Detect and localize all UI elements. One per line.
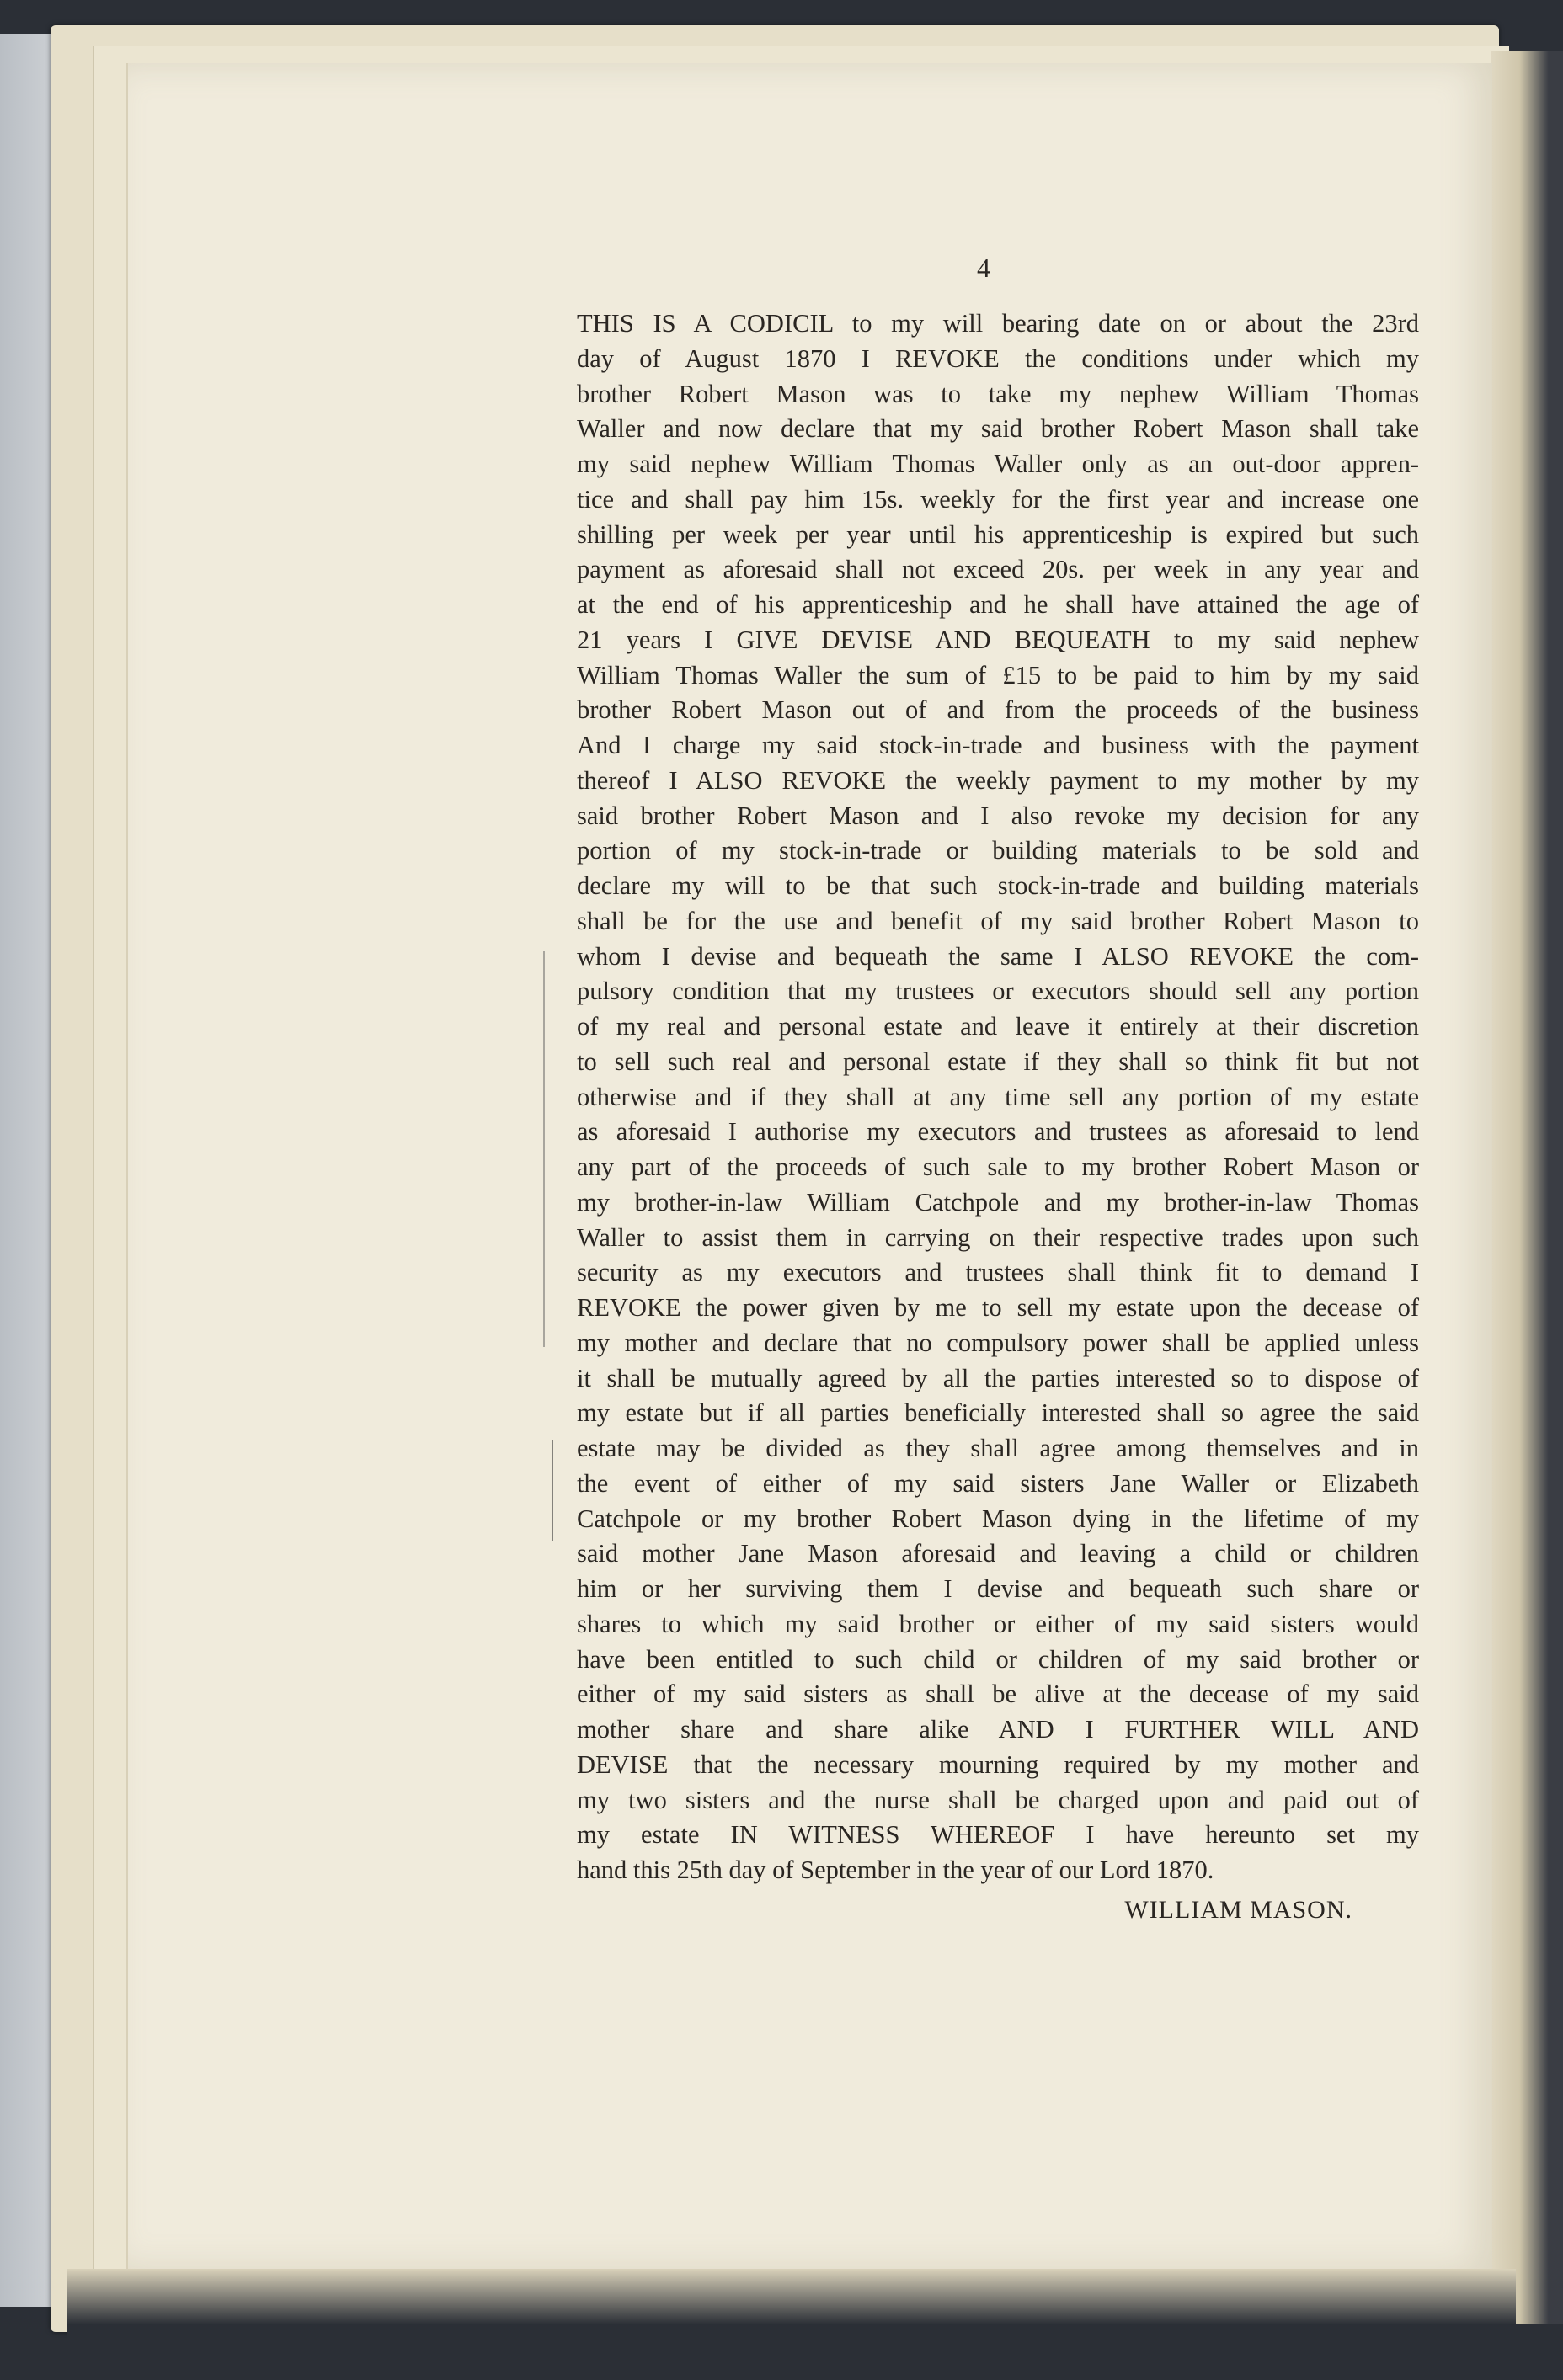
page-number: 4 — [977, 253, 990, 283]
text-line: said mother Jane Mason aforesaid and leaving a child or children — [577, 1539, 1419, 1568]
text-line: to sell such real and personal estate if they shall so think fit but not — [577, 1046, 1419, 1076]
text-line: any part of the proceeds of such sale to my brother Robert Mason or — [577, 1153, 1419, 1181]
text-line: shares to which my said brother or either of my said sisters would — [577, 1609, 1419, 1638]
text-line: day of August 1870 I REVOKE the conditions under which my — [577, 343, 1419, 373]
text-line: shilling per week per year until his apprenticeship is expired but such — [577, 519, 1419, 549]
text-line: Catchpole or my brother Robert Mason dying in the lifetime of my — [577, 1504, 1419, 1533]
text-line: Waller to assist them in carrying on their respective trades upon such — [577, 1222, 1419, 1252]
text-line: portion of my stock-in-trade or building materials to be sold and — [577, 836, 1419, 865]
margin-pencil-mark — [543, 951, 545, 1347]
text-line: THIS IS A CODICIL to my will bearing date on or about the 23rd — [577, 309, 1419, 338]
text-line: Waller and now declare that my said brother Robert Mason shall take — [577, 414, 1419, 444]
text-line: either of my said sisters as shall be alive at the decease of my said — [577, 1680, 1419, 1709]
text-line: my estate but if all parties beneficially interested shall so agree the said — [577, 1398, 1419, 1428]
text-line: declare my will to be that such stock-in-trade and building materials — [577, 871, 1419, 900]
text-line: payment as aforesaid shall not exceed 20s. per week in any year and — [577, 555, 1419, 584]
text-line: mother share and share alike AND I FURTHER WILL AND — [577, 1715, 1419, 1744]
text-line: thereof I ALSO REVOKE the weekly payment to my mother by my — [577, 765, 1419, 795]
text-line: And I charge my said stock-in-trade and business with the payment — [577, 731, 1419, 759]
text-line: brother Robert Mason out of and from the proceeds of the business — [577, 695, 1419, 725]
text-line: brother Robert Mason was to take my nephew William Thomas — [577, 379, 1419, 408]
text-line: 21 years I GIVE DEVISE AND BEQUEATH to my said nephew — [577, 625, 1419, 654]
text-line: William Thomas Waller the sum of £15 to be paid to him by my said — [577, 660, 1419, 690]
page-stack-bottom — [67, 2269, 1516, 2380]
codicil-text — [577, 306, 1419, 1888]
text-line: my said nephew William Thomas Waller only as an out-door appren- — [577, 450, 1419, 478]
text-line: security as my executors and trustees shall think fit to demand I — [577, 1258, 1419, 1287]
text-line: the event of either of my said sisters Jane Waller or Elizabeth — [577, 1468, 1419, 1498]
text-line: hand this 25th day of September in the year of our Lord 1870. — [577, 1856, 1214, 1884]
margin-pencil-mark — [552, 1440, 553, 1541]
text-line: said brother Robert Mason and I also revoke my decision for any — [577, 801, 1419, 830]
text-line: it shall be mutually agreed by all the parties interested so to dispose of — [577, 1363, 1419, 1392]
text-line: as aforesaid I authorise my executors and trustees as aforesaid to lend — [577, 1117, 1419, 1147]
signature: WILLIAM MASON. — [1124, 1896, 1352, 1924]
text-line: at the end of his apprenticeship and he shall have attained the age of — [577, 590, 1419, 619]
text-line: shall be for the use and benefit of my said brother Robert Mason to — [577, 906, 1419, 935]
text-line: otherwise and if they shall at any time sell any portion of my estate — [577, 1082, 1419, 1111]
text-line: my two sisters and the nurse shall be charged upon and paid out of — [577, 1785, 1419, 1814]
text-line: pulsory condition that my trustees or executors should sell any portion — [577, 977, 1419, 1006]
text-line: of my real and personal estate and leave it entirely at their discretion — [577, 1012, 1419, 1041]
text-line: tice and shall pay him 15s. weekly for the first year and increase one — [577, 484, 1419, 514]
text-line: my brother-in-law William Catchpole and my brother-in-law Thomas — [577, 1187, 1419, 1217]
page-stack-edge — [1491, 51, 1563, 2324]
text-line: whom I devise and bequeath the same I ALSO REVOKE the com- — [577, 941, 1419, 971]
text-line: REVOKE the power given by me to sell my estate upon the decease of — [577, 1293, 1419, 1322]
text-line: DEVISE that the necessary mourning required by my mother and — [577, 1749, 1419, 1779]
text-line: my mother and declare that no compulsory power shall be applied unless — [577, 1328, 1419, 1357]
text-line: have been entitled to such child or children of my said brother or — [577, 1644, 1419, 1674]
text-line: my estate IN WITNESS WHEREOF I have hereunto set my — [577, 1820, 1419, 1850]
text-line: estate may be divided as they shall agree among themselves and in — [577, 1434, 1419, 1462]
text-line: him or her surviving them I devise and bequeath such share or — [577, 1574, 1419, 1603]
